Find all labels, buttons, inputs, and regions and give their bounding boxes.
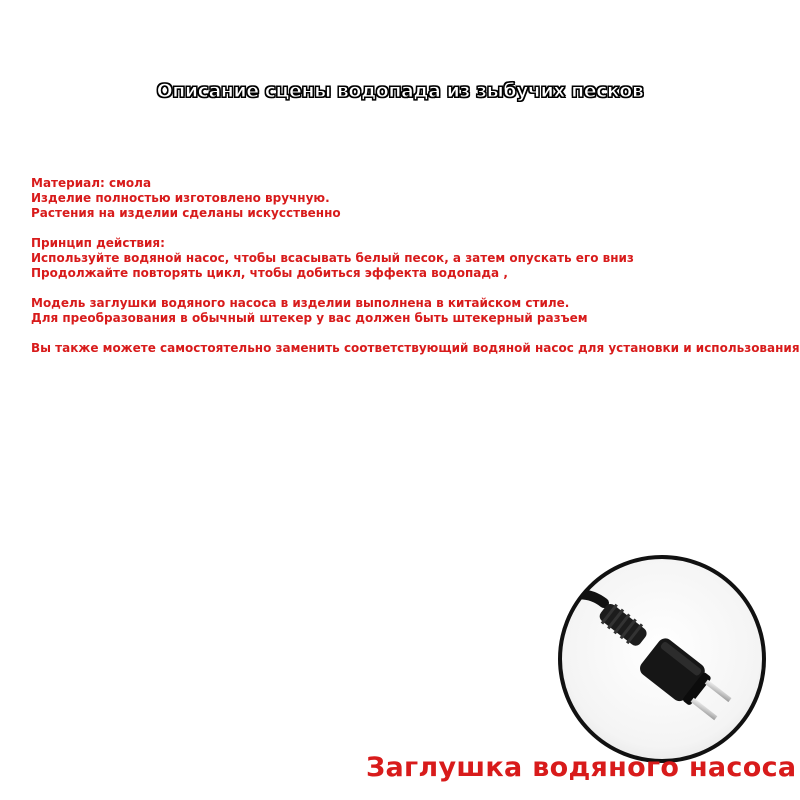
description-line: Для преобразования в обычный штекер у вас должен быть штекерный разъем — [31, 311, 588, 325]
photo-caption: Заглушка водяного насоса — [366, 752, 797, 783]
description-line: Модель заглушки водяного насоса в изделии выполнена в китайском стиле. — [31, 296, 570, 310]
material-paragraph — [31, 176, 791, 221]
principle-paragraph — [31, 236, 791, 281]
description-line: Принцип действия: — [31, 236, 165, 250]
plug-photo — [556, 553, 768, 765]
description-line: Растения на изделии сделаны искусственно — [31, 206, 341, 220]
replacement-paragraph — [31, 341, 800, 356]
plug-paragraph — [31, 296, 791, 326]
page-title: Описание сцены водопада из зыбучих песков — [156, 80, 644, 102]
description-line: Изделие полностью изготовлено вручную. — [31, 191, 330, 205]
description-line: Продолжайте повторять цикл, чтобы добиться эффекта водопада , — [31, 266, 508, 280]
description-line: Материал: смола — [31, 176, 152, 190]
power-plug-icon — [556, 553, 768, 765]
product-description — [31, 176, 800, 371]
description-line: Вы также можете самостоятельно заменить соответствующий водяной насос для установки и использования — [31, 341, 800, 355]
description-line: Используйте водяной насос, чтобы всасывать белый песок, а затем опускать его вниз — [31, 251, 634, 265]
